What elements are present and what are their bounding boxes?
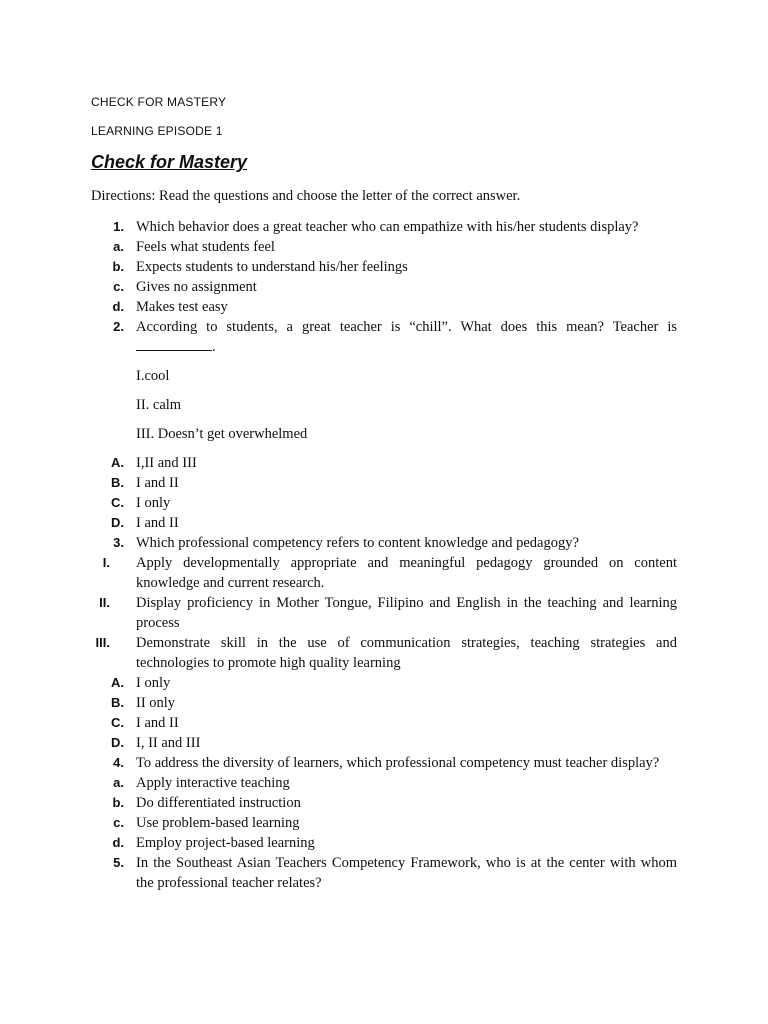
option-text: I,II and III	[136, 455, 197, 471]
option-item	[0, 513, 677, 533]
statement-label: I.	[102, 555, 110, 570]
option-label: A.	[111, 455, 124, 470]
option-item	[0, 833, 677, 853]
option-text: Feels what students feel	[136, 239, 275, 255]
question-text: According to students, a great teacher is “chill”. What does this mean? Teacher is	[136, 319, 677, 335]
option-item	[0, 453, 677, 473]
question-number: 4.	[113, 755, 124, 770]
option-text: Do differentiated instruction	[136, 795, 301, 811]
blank-period: .	[212, 339, 216, 355]
option-label: c.	[113, 815, 124, 830]
option-label: a.	[113, 775, 124, 790]
option-item	[0, 473, 677, 493]
option-item	[0, 257, 677, 277]
statement-label: II.	[99, 595, 110, 610]
option-label: a.	[113, 239, 124, 254]
option-label: B.	[111, 475, 124, 490]
statement-item	[0, 593, 677, 633]
option-label: C.	[111, 495, 124, 510]
directions: Directions: Read the questions and choose the letter of the correct answer.	[91, 188, 521, 204]
question-text: To address the diversity of learners, which professional competency must teacher display?	[136, 755, 660, 771]
statement-label: III.	[95, 635, 110, 650]
header-learning-episode: LEARNING EPISODE 1	[91, 124, 223, 138]
option-text: I only	[136, 495, 171, 511]
statement-item	[0, 633, 677, 673]
option-text: II only	[136, 695, 176, 711]
option-item	[0, 237, 677, 257]
option-item	[0, 813, 677, 833]
statement-text: Demonstrate skill in the use of communication strategies, teaching strategies and technologies to promote high quality learning	[136, 635, 677, 671]
question-list	[0, 217, 768, 893]
option-label: c.	[113, 279, 124, 294]
option-label: b.	[112, 259, 124, 274]
answer-blank	[136, 337, 677, 357]
question-number: 3.	[113, 535, 124, 550]
option-text: I only	[136, 675, 171, 691]
option-text: Makes test easy	[136, 299, 228, 315]
option-text: Apply interactive teaching	[136, 775, 290, 791]
statement-text: Display proficiency in Mother Tongue, Filipino and English in the teaching and learning process	[136, 595, 677, 631]
option-label: B.	[111, 695, 124, 710]
option-text: Employ project-based learning	[136, 835, 315, 851]
question-text: In the Southeast Asian Teachers Competency Framework, who is at the center with whom the professional teacher relates?	[136, 855, 677, 891]
option-item	[0, 773, 677, 793]
blank-line	[136, 338, 212, 351]
question-number: 1.	[113, 219, 124, 234]
option-text: Use problem-based learning	[136, 815, 300, 831]
option-label: A.	[111, 675, 124, 690]
question-3	[0, 533, 677, 553]
question-number: 2.	[113, 319, 124, 334]
option-item	[0, 733, 677, 753]
option-item	[0, 493, 677, 513]
question-1	[0, 217, 677, 237]
statement-text: Apply developmentally appropriate and meaningful pedagogy grounded on content knowledge and current research.	[136, 555, 677, 591]
statement-item	[0, 553, 677, 593]
option-label: D.	[111, 735, 124, 750]
header-check-for-mastery: CHECK FOR MASTERY	[91, 95, 227, 109]
option-label: d.	[112, 835, 124, 850]
question-4	[0, 753, 677, 773]
page-title: Check for Mastery	[91, 152, 248, 172]
question-5	[0, 853, 677, 893]
statement-item: III. Doesn’t get overwhelmed	[136, 426, 308, 442]
question-text: Which behavior does a great teacher who can empathize with his/her students display?	[136, 219, 639, 235]
option-text: I and II	[136, 715, 179, 731]
statement-item: I.cool	[136, 368, 170, 384]
option-label: C.	[111, 715, 124, 730]
option-item	[0, 693, 677, 713]
option-item	[0, 713, 677, 733]
option-text: I, II and III	[136, 735, 201, 751]
option-item	[0, 297, 677, 317]
option-label: D.	[111, 515, 124, 530]
option-item	[0, 673, 677, 693]
question-2	[0, 317, 677, 357]
option-text: I and II	[136, 515, 179, 531]
question-number: 5.	[113, 855, 124, 870]
option-text: Gives no assignment	[136, 279, 257, 295]
option-item	[0, 793, 677, 813]
question-text: Which professional competency refers to content knowledge and pedagogy?	[136, 535, 579, 551]
statement-item: II. calm	[136, 397, 182, 413]
option-label: d.	[112, 299, 124, 314]
option-text: I and II	[136, 475, 179, 491]
option-label: b.	[112, 795, 124, 810]
option-text: Expects students to understand his/her feelings	[136, 259, 408, 275]
option-item	[0, 277, 677, 297]
